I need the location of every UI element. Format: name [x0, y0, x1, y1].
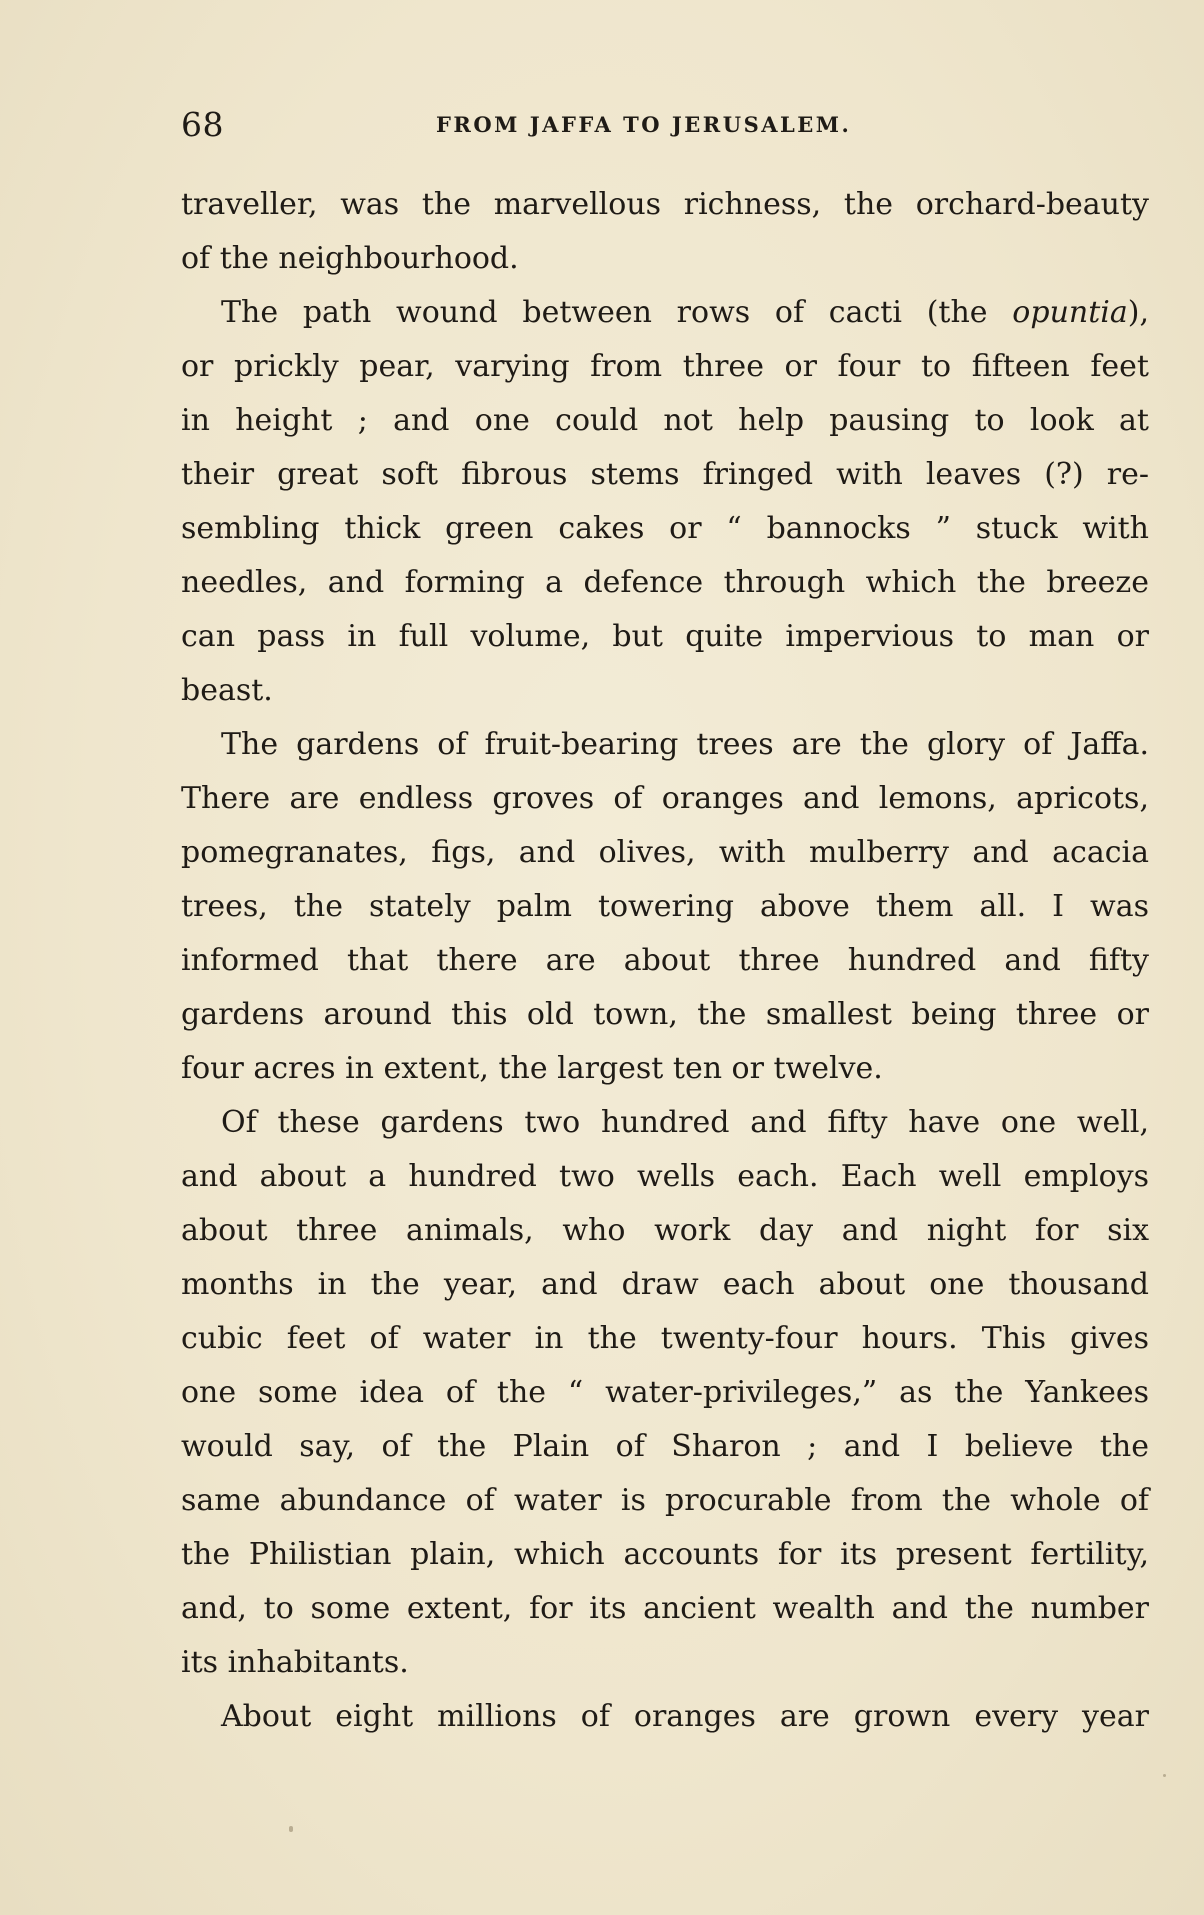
text-line: pomegranates, figs, and olives, with mulberry and acacia	[181, 835, 1149, 870]
text-line: needles, and forming a defence through which the breeze	[181, 565, 1149, 600]
text-line: one some idea of the “ water-privileges,” as the Yankees	[181, 1375, 1149, 1410]
running-head	[181, 104, 1149, 146]
text-segment: The path wound between rows of cacti (the	[221, 295, 1013, 330]
text-line: in height ; and one could not help pausing to look at	[181, 403, 1149, 438]
text-line: their great soft fibrous stems fringed with leaves (?) re-	[181, 457, 1149, 492]
text-line: About eight millions of oranges are grown every year	[221, 1699, 1149, 1734]
text-line: months in the year, and draw each about one thousand	[181, 1267, 1149, 1302]
text-segment: ),	[1127, 295, 1149, 330]
text-line: or prickly pear, varying from three or four to fifteen feet	[181, 349, 1149, 384]
text-line: the Philistian plain, which accounts for its present fertility,	[181, 1537, 1149, 1572]
header-title: FROM JAFFA TO JERUSALEM.	[436, 112, 852, 137]
text-line: gardens around this old town, the smallest being three or	[181, 997, 1149, 1032]
body-text	[181, 178, 1149, 1744]
paper-speck	[1163, 1774, 1166, 1777]
text-line: sembling thick green cakes or “ bannocks ” stuck with	[181, 511, 1149, 546]
text-line: beast.	[181, 673, 273, 708]
text-line: The gardens of fruit-bearing trees are the glory of Jaffa.	[221, 727, 1149, 762]
text-line: would say, of the Plain of Sharon ; and I believe the	[181, 1429, 1149, 1464]
italic-term: opuntia	[1012, 295, 1128, 330]
text-line: can pass in full volume, but quite impervious to man or	[181, 619, 1149, 654]
text-line: of the neighbourhood.	[181, 241, 519, 276]
text-line: and, to some extent, for its ancient wealth and the number	[181, 1591, 1149, 1626]
text-line	[181, 286, 1149, 340]
text-line: four acres in extent, the largest ten or twelve.	[181, 1051, 883, 1086]
text-line: traveller, was the marvellous richness, the orchard-beauty	[181, 187, 1149, 222]
text-line: Of these gardens two hundred and fifty have one well,	[221, 1105, 1149, 1140]
text-line: and about a hundred two wells each. Each well employs	[181, 1159, 1149, 1194]
text-line: informed that there are about three hundred and fifty	[181, 943, 1149, 978]
text-line: about three animals, who work day and night for six	[181, 1213, 1149, 1248]
text-line: same abundance of water is procurable from the whole of	[181, 1483, 1149, 1518]
text-line: trees, the stately palm towering above them all. I was	[181, 889, 1149, 924]
paper-speck	[289, 1826, 293, 1832]
page-number: 68	[181, 105, 224, 144]
text-line: There are endless groves of oranges and lemons, apricots,	[181, 781, 1149, 816]
text-line: its inhabitants.	[181, 1645, 409, 1680]
text-line: cubic feet of water in the twenty-four hours. This gives	[181, 1321, 1149, 1356]
